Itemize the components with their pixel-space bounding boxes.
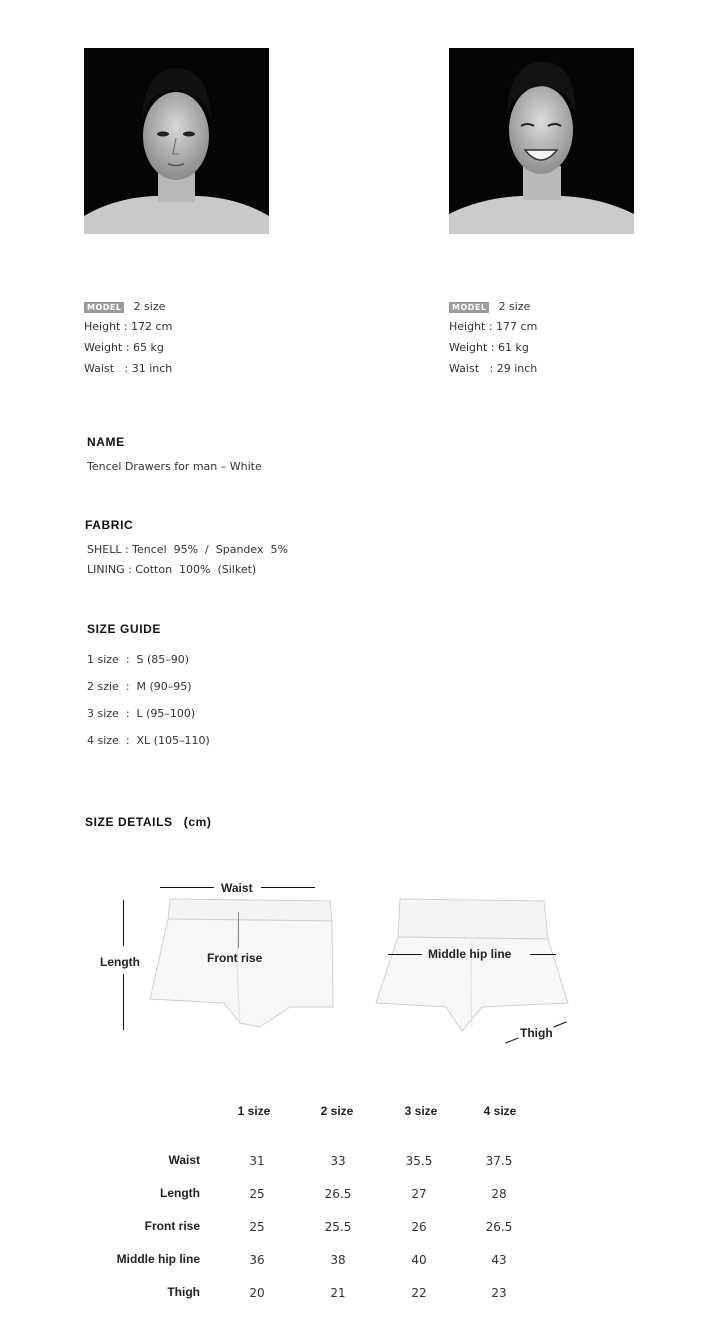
model-tag: MODEL [84,302,124,313]
table-cell: 28 [491,1187,507,1201]
model-height: Height : 172 cm [84,320,173,333]
table-cell: 20 [249,1286,265,1300]
size-guide-heading: SIZE GUIDE [87,622,162,636]
model-waist: Waist : 31 inch [84,362,173,375]
waist-label: Waist [221,881,253,895]
middle-hip-label: Middle hip line [428,947,512,961]
model-info-1 [84,295,165,314]
table-cell: 35.5 [405,1154,433,1168]
size-guide-line: 4 size : XL (105–110) [87,734,210,747]
table-cell: 43 [491,1253,507,1267]
table-cell: 26 [411,1220,427,1234]
middle-hip-line-left [388,954,422,955]
product-name: Tencel Drawers for man – White [87,460,262,473]
model-waist: Waist : 29 inch [449,362,538,375]
waist-line-left [160,887,214,888]
table-cell: 26.5 [324,1187,352,1201]
middle-hip-line-right [530,954,556,955]
model-photo-2 [449,48,634,234]
model-info-2 [449,295,530,314]
size-details-unit: (cm) [183,815,212,829]
model-stats-1 [84,316,172,379]
length-line-top [123,900,124,946]
fabric-shell: SHELL : Tencel 95% / Spandex 5% [87,543,288,556]
table-cell: 25.5 [324,1220,352,1234]
fabric-lining: LINING : Cotton 100% (Silket) [87,563,257,576]
model-size: 2 size [498,300,531,313]
table-col-header: 1 size [237,1104,271,1118]
table-col-header: 3 size [404,1104,438,1118]
model-height: Height : 177 cm [449,320,538,333]
table-row-label: Waist [168,1153,200,1167]
drawers-front-image [140,895,340,1039]
table-cell: 38 [330,1253,346,1267]
size-details-heading: SIZE DETAILS [85,815,173,829]
thigh-label: Thigh [520,1026,553,1040]
table-row-label: Middle hip line [116,1252,200,1266]
name-heading: NAME [87,435,125,449]
table-row-label: Thigh [167,1285,200,1299]
length-line-bottom [123,974,124,1030]
drawers-back-image [372,895,572,1039]
table-cell: 23 [491,1286,507,1300]
table-cell: 26.5 [485,1220,513,1234]
waist-line-right [261,887,315,888]
table-col-header: 2 size [320,1104,354,1118]
front-rise-label: Front rise [207,951,263,965]
table-cell: 33 [330,1154,346,1168]
table-cell: 21 [330,1286,346,1300]
table-cell: 25 [249,1220,265,1234]
table-cell: 37.5 [485,1154,513,1168]
table-col-header: 4 size [483,1104,517,1118]
table-cell: 40 [411,1253,427,1267]
size-guide-line: 3 size : L (95–100) [87,707,196,720]
table-cell: 25 [249,1187,265,1201]
size-guide-line: 1 size : S (85–90) [87,653,190,666]
model-tag: MODEL [449,302,489,313]
size-details-title [85,811,212,830]
size-guide-line: 2 szie : M (90–95) [87,680,192,693]
model-size: 2 size [133,300,166,313]
table-cell: 27 [411,1187,427,1201]
front-rise-line [238,912,239,948]
table-cell: 22 [411,1286,427,1300]
fabric-heading: FABRIC [85,518,134,532]
model-stats-2 [449,316,537,379]
model-photo-1 [84,48,269,234]
table-cell: 31 [249,1154,265,1168]
table-cell: 36 [249,1253,265,1267]
table-row-label: Front rise [144,1219,200,1233]
model-weight: Weight : 65 kg [84,341,164,354]
length-label: Length [100,955,140,969]
table-row-label: Length [160,1186,200,1200]
model-weight: Weight : 61 kg [449,341,529,354]
